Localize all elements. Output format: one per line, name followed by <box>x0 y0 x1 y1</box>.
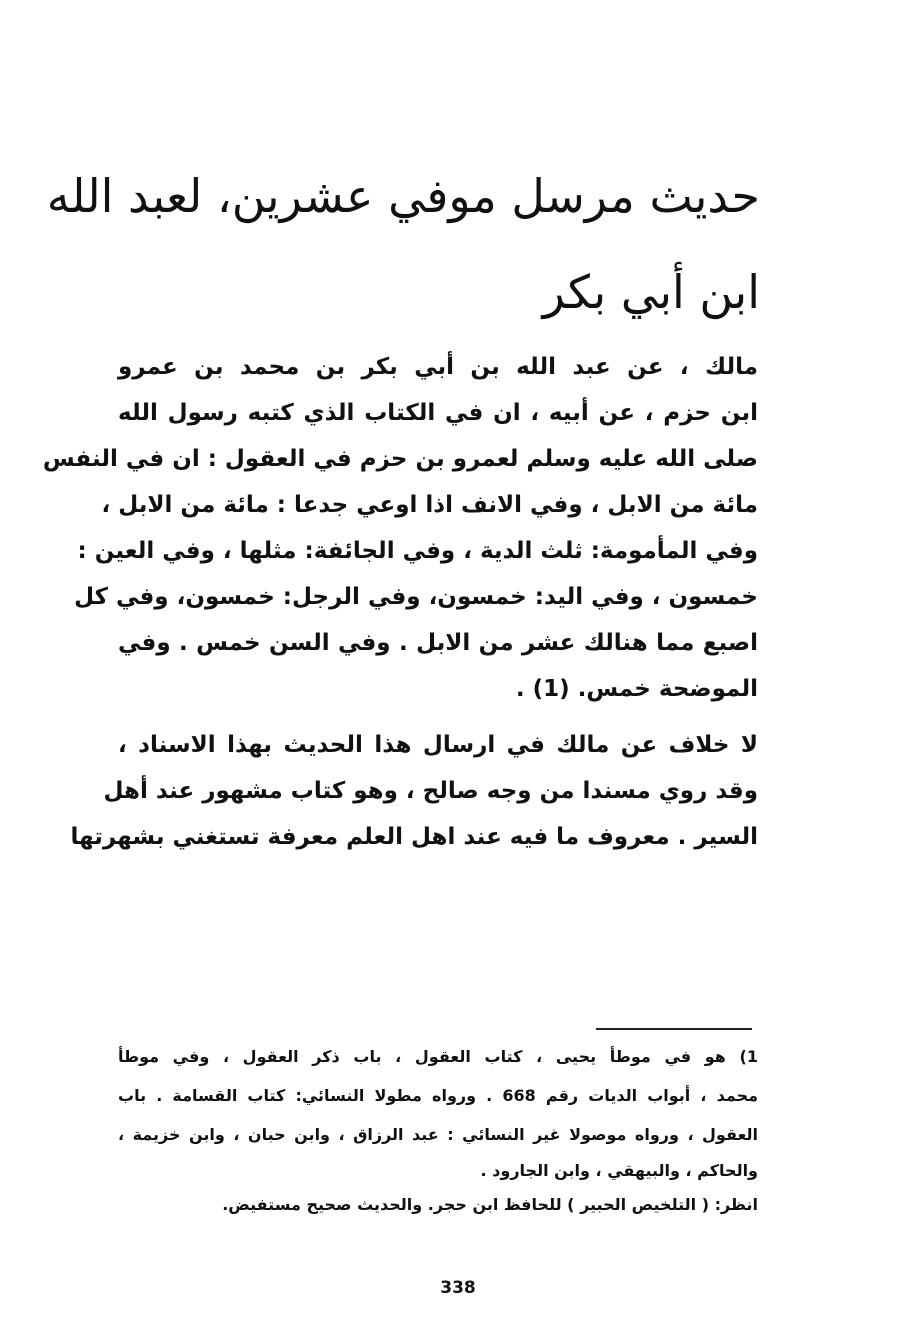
hadith-line: خمسون ، وفي اليد: خمسون، وفي الرجل: خمسون، وفي كل <box>74 584 758 610</box>
footnote-line: العقول ، ورواه موصولا غير النسائي : عبد الرزاق ، وابن حبان ، وابن خزيمة ، <box>118 1125 758 1144</box>
hadith-line: مائة من الابل ، وفي الانف اذا اوعي جدعا : مائة من الابل ، <box>101 492 758 518</box>
hadith-line: الموضحة خمس. (1) . <box>515 676 758 702</box>
hadith-line: ابن حزم ، عن أبيه ، ان في الكتاب الذي كتبه رسول الله <box>118 400 758 426</box>
hadith-line: اصبع مما هنالك عشر من الابل . وفي السن خمس . وفي <box>118 630 758 656</box>
commentary-line: السير . معروف ما فيه عند اهل العلم معرفة تستغني بشهرتها <box>70 824 758 850</box>
chapter-title-line-2: ابن أبي بكر <box>542 265 760 319</box>
chapter-title <box>46 148 760 340</box>
hadith-line: صلى الله عليه وسلم لعمرو بن حزم في العقول : ان في النفس <box>42 446 758 472</box>
footnote-line: 1) هو في موطأ يحيى ، كتاب العقول ، باب ذكر العقول ، وفي موطأ <box>118 1047 758 1066</box>
commentary-line: وقد روي مسندا من وجه صالح ، وهو كتاب مشهور عند أهل <box>103 778 758 804</box>
hadith-line: وفي المأمومة: ثلث الدية ، وفي الجائفة: مثلها ، وفي العين : <box>77 538 758 564</box>
footnote-source-line: انظر: ( التلخيص الحبير ) للحافظ ابن حجر. والحديث صحيح مستفيض. <box>222 1195 758 1214</box>
footnote-line: محمد ، أبواب الديات رقم 668 . ورواه مطولا النسائي: كتاب القسامة . باب <box>118 1086 759 1105</box>
footnote-divider <box>596 1028 752 1030</box>
hadith-line: مالك ، عن عبد الله بن أبي بكر بن محمد بن عمرو <box>118 354 758 380</box>
chapter-title-line-1: حديث مرسل موفي عشرين، لعبد الله <box>46 169 760 223</box>
footnote-line: والحاكم ، والبيهقي ، وابن الجارود . <box>480 1161 758 1180</box>
commentary-line: لا خلاف عن مالك في ارسال هذا الحديث بهذا الاسناد ، <box>118 732 758 758</box>
page-number: 338 <box>440 1278 476 1298</box>
